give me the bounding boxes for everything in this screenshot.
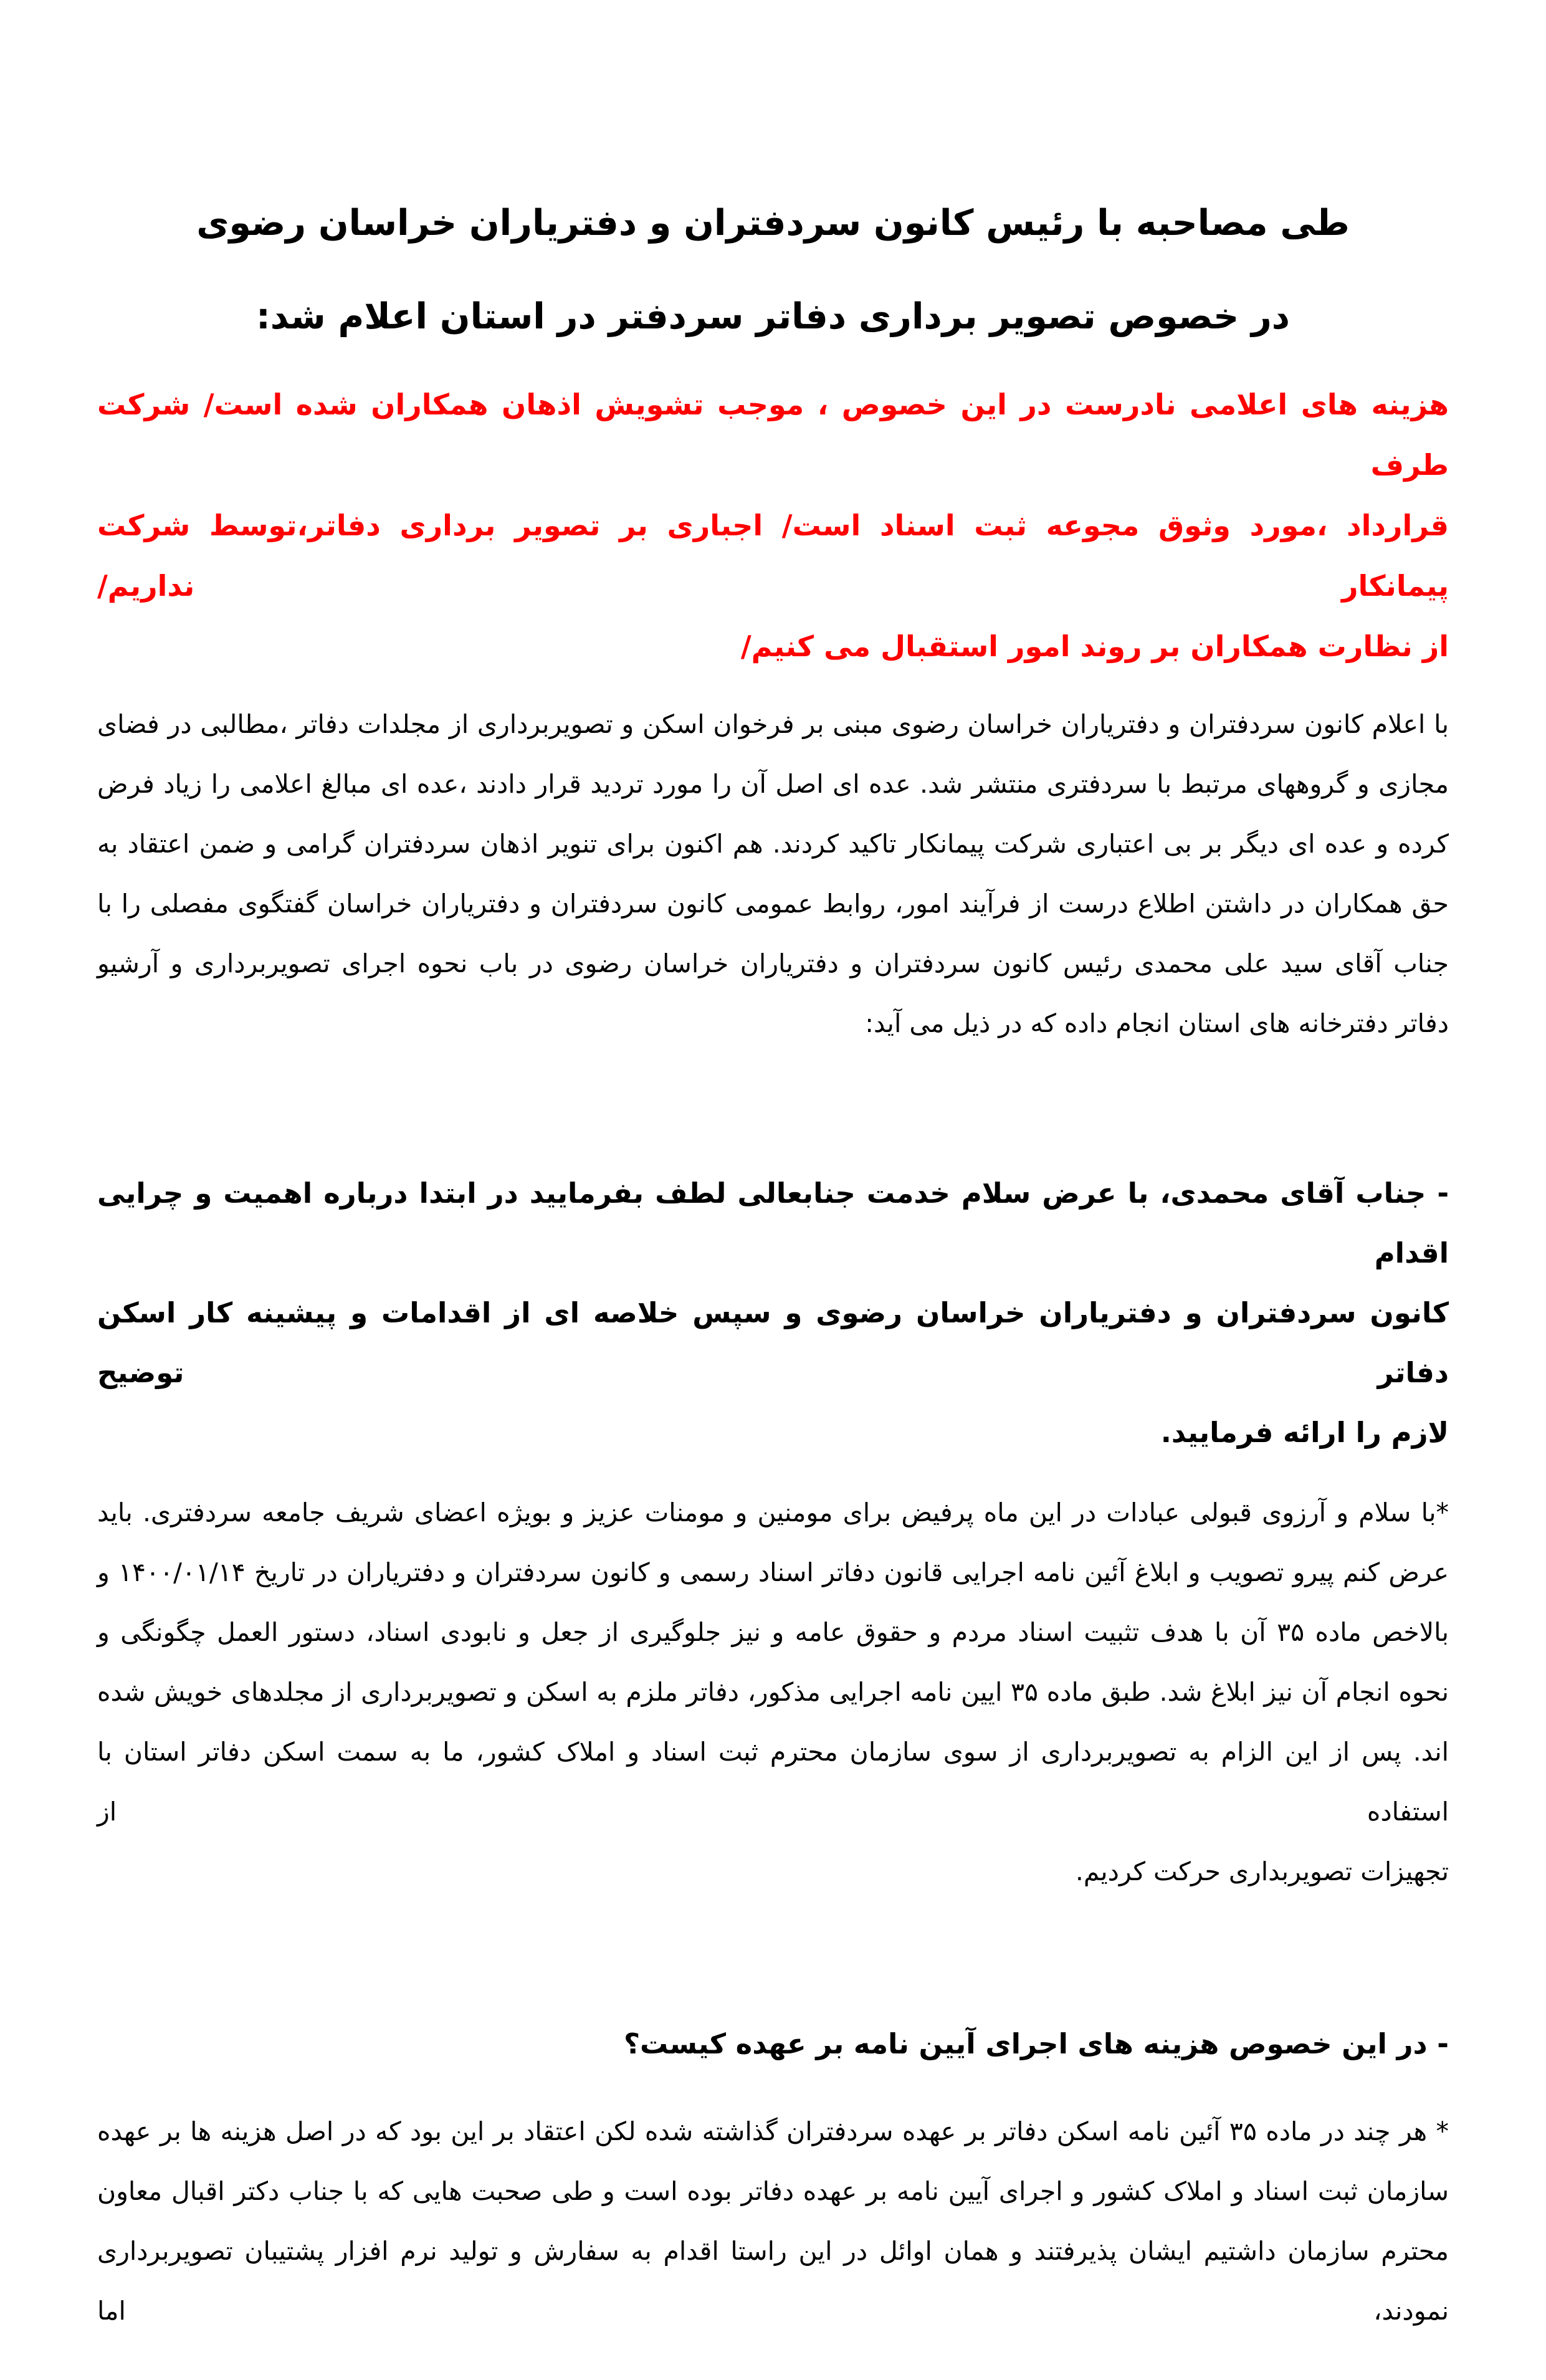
interview-answer-1 — [97, 1483, 1449, 1901]
answer-1-line-5: اند. پس از این الزام به تصویربرداری از سوی سازمان محترم ثبت اسناد و املاک کشور، ما به سمت اسکن دفاتر استان با استفاده از — [97, 1737, 1449, 1827]
lead-paragraph-red — [97, 375, 1449, 677]
lead-line-3: از نظارت همکاران بر روند امور استقبال می کنیم/ — [740, 629, 1449, 663]
document-title-line-2: در خصوص تصویر برداری دفاتر سردفتر در استان اعلام شد: — [255, 296, 1291, 337]
interview-question-2 — [97, 2014, 1449, 2074]
interview-question-1 — [97, 1164, 1449, 1463]
answer-2-line-3: محترم سازمان داشتیم ایشان پذیرفتند و همان اوائل در این راستا اقدام به سفارش و تولید نرم افزار پشتیبان تصویربرداری نمودند، اما — [97, 2236, 1449, 2326]
intro-line-1: با اعلام کانون سردفتران و دفتریاران خراسان رضوی مبنی بر فرخوان اسکن و تصویربرداری از مجلدات دفاتر ،مطالبی در فضای — [97, 709, 1449, 739]
intro-line-5: جناب آقای سید علی محمدی رئیس کانون سردفتران و دفتریاران خراسان رضوی در باب نحوه اجرای تصویربرداری و آرشیو — [97, 949, 1449, 978]
answer-1-line-4: نحوه انجام آن نیز ابلاغ شد. طبق ماده ۳۵ ایین نامه اجرایی مذکور، دفاتر ملزم به اسکن و تصویربرداری از مجلدهای خویش شده — [97, 1677, 1449, 1707]
document-title-line-1: طی مصاحبه با رئیس کانون سردفتران و دفتریاران خراسان رضوی — [196, 203, 1350, 244]
question-2-line-1: - در این خصوص هزینه های اجرای آیین نامه بر عهده کیست؟ — [623, 2027, 1449, 2060]
answer-2-line-1: * هر چند در ماده ۳۵ آئین نامه اسکن دفاتر بر عهده سردفتران گذاشته شده لکن اعتقاد بر این بود که در اصل هزینه ها بر عهده — [97, 2116, 1449, 2146]
lead-line-2: قرارداد ،مورد وثوق مجوعه ثبت اسناد است/ اجباری بر تصویر برداری دفاتر،توسط شرکت پیمانکار نداریم/ — [97, 509, 1449, 603]
answer-1-line-1: *با سلام و آرزوی قبولی عبادات در این ماه پرفیض برای مومنین و مومنات عزیز و بویژه اعضای شریف جامعه سردفتری. باید — [97, 1498, 1449, 1527]
answer-1-line-2: عرض کنم پیرو تصویب و ابلاغ آئین نامه اجرایی قانون دفاتر اسناد رسمی و کانون سردفتران و دفتریاران در تاریخ ۱۴۰۰/۰۱/۱۴ و — [97, 1557, 1449, 1587]
intro-paragraph — [97, 694, 1449, 1053]
interview-answer-2 — [97, 2101, 1449, 2341]
intro-line-4: حق همکاران در داشتن اطلاع درست از فرآیند امور، روابط عمومی کانون سردفتران و دفتریاران خراسان گفتگوی مفصلی را با — [97, 889, 1449, 919]
question-1-line-2: کانون سردفتران و دفتریاران خراسان رضوی و سپس خلاصه ای از اقدامات و پیشینه کار اسکن دفاتر توضیح — [97, 1296, 1449, 1389]
answer-2-line-2: سازمان ثبت اسناد و املاک کشور و اجرای آیین نامه بر عهده دفاتر بوده است و طی صحبت هایی که با جناب دکتر اقبال معاون — [97, 2176, 1449, 2206]
document-page — [0, 193, 1546, 2380]
intro-line-6: دفاتر دفترخانه های استان انجام داده که در ذیل می آید: — [865, 1008, 1449, 1038]
intro-line-2: مجازی و گروههای مرتبط با سردفتری منتشر شد. عده ای اصل آن را مورد تردید قرار دادند ،عده ای مبالغ اعلامی را زیاد فرض — [97, 769, 1449, 799]
question-1-line-3: لازم را ارائه فرمایید. — [1160, 1416, 1449, 1449]
answer-1-line-3: بالاخص ماده ۳۵ آن با هدف تثبیت اسناد مردم و حقوق عامه و نیز جلوگیری از جعل و نابودی اسناد، دستور العمل چگونگی و — [97, 1617, 1449, 1647]
lead-line-1: هزینه های اعلامی نادرست در این خصوص ، موجب تشویش اذهان همکاران شده است/ شرکت طرف — [97, 388, 1449, 482]
intro-line-3: کرده و عده ای دیگر بر بی اعتباری شرکت پیمانکار تاکید کردند. هم اکنون برای تنویر اذهان سردفتران گرامی و ضمن اعتقاد به — [97, 829, 1449, 859]
question-1-line-1: - جناب آقای محمدی، با عرض سلام خدمت جنابعالی لطف بفرمایید در ابتدا درباره اهمیت و چرایی اقدام — [97, 1177, 1449, 1269]
answer-1-line-6: تجهیزات تصویربداری حرکت کردیم. — [1075, 1857, 1449, 1886]
